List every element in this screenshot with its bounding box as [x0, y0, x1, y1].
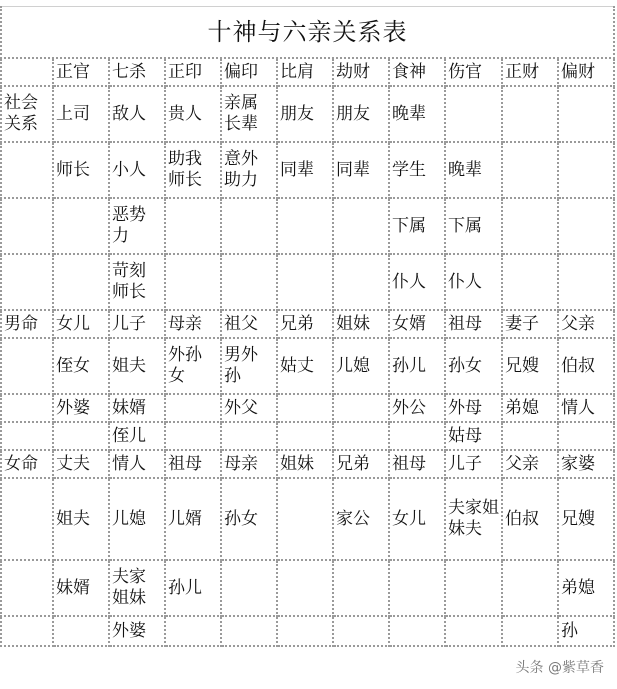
title-row [1, 7, 614, 59]
table-cell: 兄弟 [333, 450, 389, 478]
table-cell [389, 616, 445, 646]
table-cell [502, 86, 558, 142]
table-row [1, 198, 614, 254]
table-cell: 孙儿 [165, 560, 221, 616]
table-cell: 祖母 [389, 450, 445, 478]
table-cell [221, 616, 277, 646]
row-label-cell [1, 422, 53, 450]
table-cell: 恶势力 [109, 198, 165, 254]
table-cell: 夫家姐妹夫 [445, 478, 502, 560]
table-cell: 弟媳 [558, 560, 614, 616]
table-cell [333, 560, 389, 616]
table-cell [333, 616, 389, 646]
table-cell [558, 422, 614, 450]
table-cell: 偏印 [221, 58, 277, 86]
table-cell: 外孙女 [165, 338, 221, 394]
table-cell: 下属 [445, 198, 502, 254]
table-cell: 同辈 [277, 142, 333, 198]
row-label-cell: 女命 [1, 450, 53, 478]
table-cell: 丈夫 [53, 450, 109, 478]
watermark: 头条 @紫草香 [513, 657, 607, 677]
table-row [1, 616, 614, 646]
row-label-cell: 男命 [1, 310, 53, 338]
table-cell: 妻子 [502, 310, 558, 338]
table-cell [277, 422, 333, 450]
table-cell [445, 616, 502, 646]
table-cell: 外婆 [53, 394, 109, 422]
table-title: 十神与六亲关系表 [1, 7, 614, 59]
table-cell [277, 254, 333, 310]
table-cell: 女儿 [389, 478, 445, 560]
table-cell: 仆人 [389, 254, 445, 310]
row-label-cell [1, 560, 53, 616]
table-cell [445, 560, 502, 616]
table-cell: 朋友 [333, 86, 389, 142]
table-cell: 苛刻师长 [109, 254, 165, 310]
table-cell: 伯叔 [558, 338, 614, 394]
table-cell: 家婆 [558, 450, 614, 478]
table-cell: 母亲 [165, 310, 221, 338]
table-cell [53, 616, 109, 646]
table-cell [165, 394, 221, 422]
table-cell [53, 422, 109, 450]
table-cell [221, 560, 277, 616]
table-cell: 上司 [53, 86, 109, 142]
table-cell: 师长 [53, 142, 109, 198]
table-row [1, 86, 614, 142]
table-cell: 男外孙 [221, 338, 277, 394]
table-row [1, 560, 614, 616]
table-cell [502, 254, 558, 310]
header-row [1, 58, 614, 86]
table-cell: 下属 [389, 198, 445, 254]
table-cell: 七杀 [109, 58, 165, 86]
table-cell [165, 254, 221, 310]
row-label-cell [1, 254, 53, 310]
table-cell [502, 560, 558, 616]
table-cell: 姐妹 [333, 310, 389, 338]
table-cell: 儿子 [109, 310, 165, 338]
table-cell: 兄嫂 [558, 478, 614, 560]
row-label-cell [1, 616, 53, 646]
table-cell [53, 254, 109, 310]
table-row [1, 478, 614, 560]
table-cell: 姐妹 [277, 450, 333, 478]
table-cell [558, 142, 614, 198]
table-cell [445, 86, 502, 142]
table-cell: 女婿 [389, 310, 445, 338]
table-cell [333, 254, 389, 310]
table-cell [333, 198, 389, 254]
table-cell [165, 198, 221, 254]
table-cell: 晚辈 [389, 86, 445, 142]
table-cell: 伤官 [445, 58, 502, 86]
table-cell: 正官 [53, 58, 109, 86]
table-cell: 偏财 [558, 58, 614, 86]
table-cell: 儿媳 [109, 478, 165, 560]
table-cell [165, 422, 221, 450]
table-cell: 意外助力 [221, 142, 277, 198]
table-cell: 孙女 [445, 338, 502, 394]
table-cell: 外父 [221, 394, 277, 422]
table-cell [558, 86, 614, 142]
table-cell: 情人 [558, 394, 614, 422]
table-cell [221, 254, 277, 310]
table-cell [333, 422, 389, 450]
table-cell: 父亲 [558, 310, 614, 338]
table-cell: 姐夫 [53, 478, 109, 560]
table-cell [558, 254, 614, 310]
row-label-cell [1, 142, 53, 198]
table-cell [502, 142, 558, 198]
table-cell: 孙女 [221, 478, 277, 560]
table-cell [53, 198, 109, 254]
table-cell: 仆人 [445, 254, 502, 310]
table-cell: 家公 [333, 478, 389, 560]
table-cell: 食神 [389, 58, 445, 86]
table-cell: 妹婿 [109, 394, 165, 422]
table-cell: 比肩 [277, 58, 333, 86]
table-cell [389, 422, 445, 450]
table-cell: 小人 [109, 142, 165, 198]
table-cell: 学生 [389, 142, 445, 198]
table-row [1, 254, 614, 310]
table-cell: 夫家姐妹 [109, 560, 165, 616]
table-cell [277, 478, 333, 560]
table-cell: 侄儿 [109, 422, 165, 450]
table-cell: 女儿 [53, 310, 109, 338]
table-row [1, 310, 614, 338]
table-cell [221, 422, 277, 450]
table-cell: 外母 [445, 394, 502, 422]
table-cell [502, 422, 558, 450]
row-label-cell [1, 478, 53, 560]
table-cell: 正财 [502, 58, 558, 86]
table-cell: 儿婿 [165, 478, 221, 560]
table-row [1, 450, 614, 478]
table-row [1, 422, 614, 450]
table-cell: 祖父 [221, 310, 277, 338]
table-cell: 母亲 [221, 450, 277, 478]
table-cell: 妹婿 [53, 560, 109, 616]
table-cell: 助我师长 [165, 142, 221, 198]
table-cell: 儿媳 [333, 338, 389, 394]
table-cell [277, 560, 333, 616]
table-cell: 祖母 [165, 450, 221, 478]
table-cell: 兄弟 [277, 310, 333, 338]
table-cell [502, 198, 558, 254]
row-label-cell [1, 198, 53, 254]
table-cell [333, 394, 389, 422]
row-label-cell [1, 58, 53, 86]
table-cell: 侄女 [53, 338, 109, 394]
table-cell: 朋友 [277, 86, 333, 142]
table-cell [165, 616, 221, 646]
table-cell [558, 198, 614, 254]
table-cell: 父亲 [502, 450, 558, 478]
table-cell [277, 198, 333, 254]
table-cell: 敌人 [109, 86, 165, 142]
row-label-cell [1, 338, 53, 394]
table-row [1, 142, 614, 198]
relation-table-sheet [0, 6, 613, 647]
table-cell [277, 394, 333, 422]
table-cell: 贵人 [165, 86, 221, 142]
table-cell: 外婆 [109, 616, 165, 646]
table-cell: 姑丈 [277, 338, 333, 394]
row-label-cell: 社会关系 [1, 86, 53, 142]
table-cell: 姐夫 [109, 338, 165, 394]
table-cell: 弟媳 [502, 394, 558, 422]
table-row [1, 338, 614, 394]
table-cell: 晚辈 [445, 142, 502, 198]
table-cell: 情人 [109, 450, 165, 478]
table-cell: 兄嫂 [502, 338, 558, 394]
table-cell: 同辈 [333, 142, 389, 198]
table-cell: 祖母 [445, 310, 502, 338]
table-cell [221, 198, 277, 254]
table-cell: 孙 [558, 616, 614, 646]
table-cell: 劫财 [333, 58, 389, 86]
table-cell: 正印 [165, 58, 221, 86]
table-cell [389, 560, 445, 616]
table-cell: 孙儿 [389, 338, 445, 394]
table-cell: 外公 [389, 394, 445, 422]
table-cell: 姑母 [445, 422, 502, 450]
table-cell [502, 616, 558, 646]
table-cell [277, 616, 333, 646]
relation-table [0, 6, 615, 647]
row-label-cell [1, 394, 53, 422]
table-cell: 儿子 [445, 450, 502, 478]
table-cell: 亲属长辈 [221, 86, 277, 142]
table-cell: 伯叔 [502, 478, 558, 560]
table-row [1, 394, 614, 422]
